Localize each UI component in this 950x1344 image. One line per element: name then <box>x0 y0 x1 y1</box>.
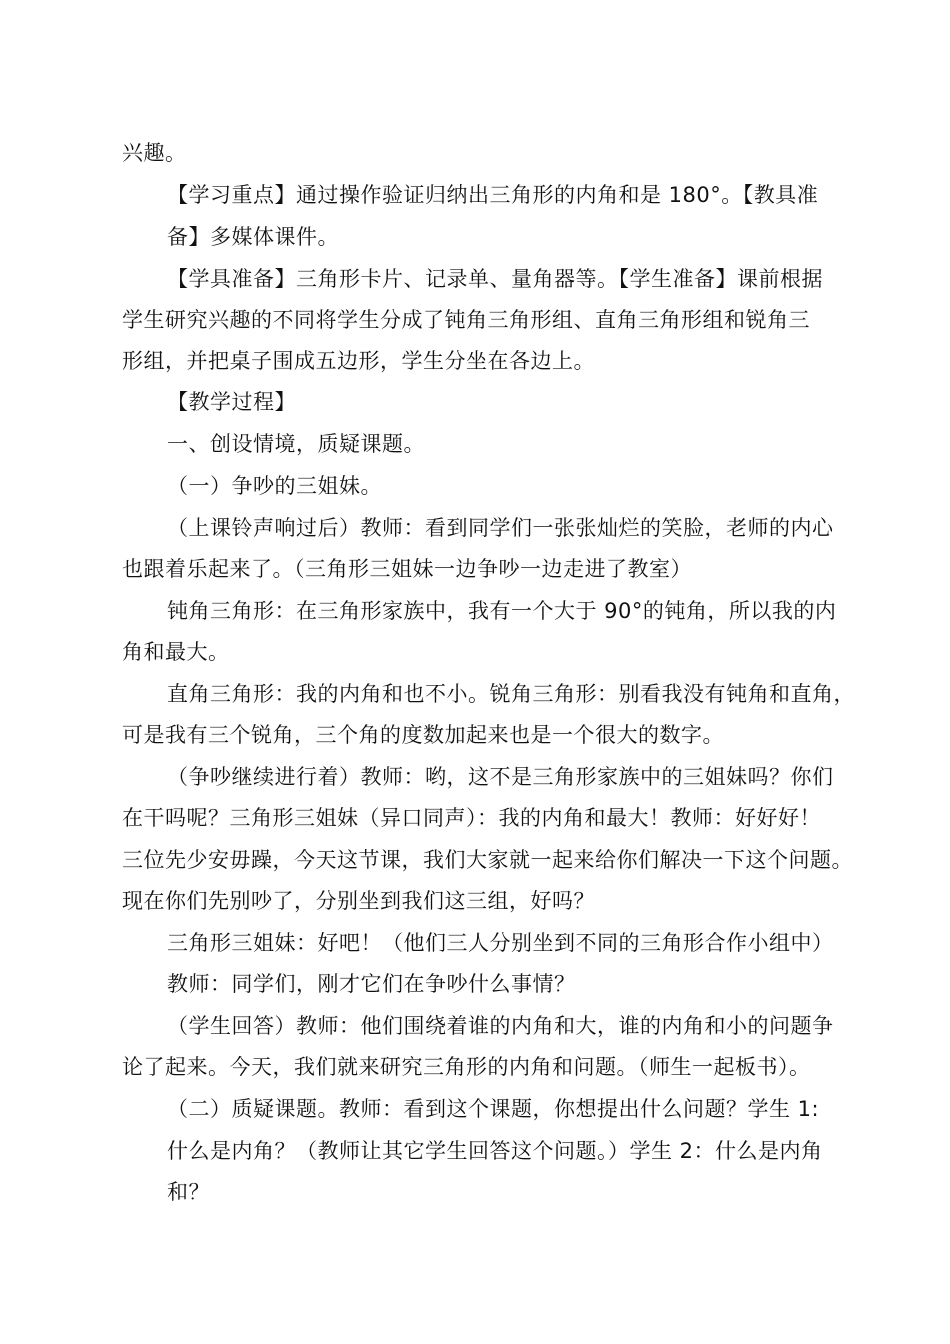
text-line: 【学具准备】三角形卡片、记录单、量角器等。【学生准备】课前根据 <box>167 267 823 291</box>
text-line: 备】多媒体课件。 <box>167 225 339 249</box>
section-heading: 【教学过程】 <box>167 390 296 414</box>
text-line: （学生回答）教师：他们围绕着谁的内角和大，谁的内角和小的问题争 <box>167 1014 834 1038</box>
text-line: 【学习重点】通过操作验证归纳出三角形的内角和是 180°。【教具准 <box>167 183 819 207</box>
text-line: （一）争吵的三姐妹。 <box>167 474 382 498</box>
text-line: 什么是内角？（教师让其它学生回答这个问题。）学生 2：什么是内角 <box>167 1139 823 1163</box>
text-line: （二）质疑课题。教师：看到这个课题，你想提出什么问题？学生 1: <box>167 1097 820 1121</box>
text-line: 一、创设情境，质疑课题。 <box>167 432 425 456</box>
text-line: 钝角三角形：在三角形家族中，我有一个大于 90°的钝角，所以我的内 <box>167 599 837 623</box>
text-line: 现在你们先别吵了，分别坐到我们这三组，好吗？ <box>122 889 595 913</box>
text-line: 兴趣。 <box>122 141 187 165</box>
text-line: 和？ <box>167 1180 210 1204</box>
text-line: 形组，并把桌子围成五边形，学生分坐在各边上。 <box>122 349 595 373</box>
text-line: 在干吗呢？三角形三姐妹（异口同声）：我的内角和最大！教师：好好好！ <box>122 806 821 830</box>
text-line: 三位先少安毋躁，今天这节课，我们大家就一起来给你们解决一下这个问题。 <box>122 848 853 872</box>
text-line: 三角形三姐妹：好吧！（他们三人分别坐到不同的三角形合作小组中） <box>167 931 834 955</box>
text-line: 学生研究兴趣的不同将学生分成了钝角三角形组、直角三角形组和锐角三 <box>122 308 810 332</box>
text-line: 也跟着乐起来了。（三角形三姐妹一边争吵一边走进了教室） <box>122 557 692 581</box>
text-line: 论了起来。今天，我们就来研究三角形的内角和问题。（师生一起板书）。 <box>122 1055 811 1079</box>
text-line: 角和最大。 <box>122 640 230 664</box>
text-line: （上课铃声响过后）教师：看到同学们一张张灿烂的笑脸，老师的内心 <box>167 516 834 540</box>
text-line: 可是我有三个锐角，三个角的度数加起来也是一个很大的数字。 <box>122 723 724 747</box>
text-line: 直角三角形：我的内角和也不小。锐角三角形：别看我没有钝角和直角， <box>167 682 855 706</box>
text-line: 教师：同学们，刚才它们在争吵什么事情？ <box>167 972 576 996</box>
text-line: （争吵继续进行着）教师：哟，这不是三角形家族中的三姐妹吗？你们 <box>167 765 834 789</box>
